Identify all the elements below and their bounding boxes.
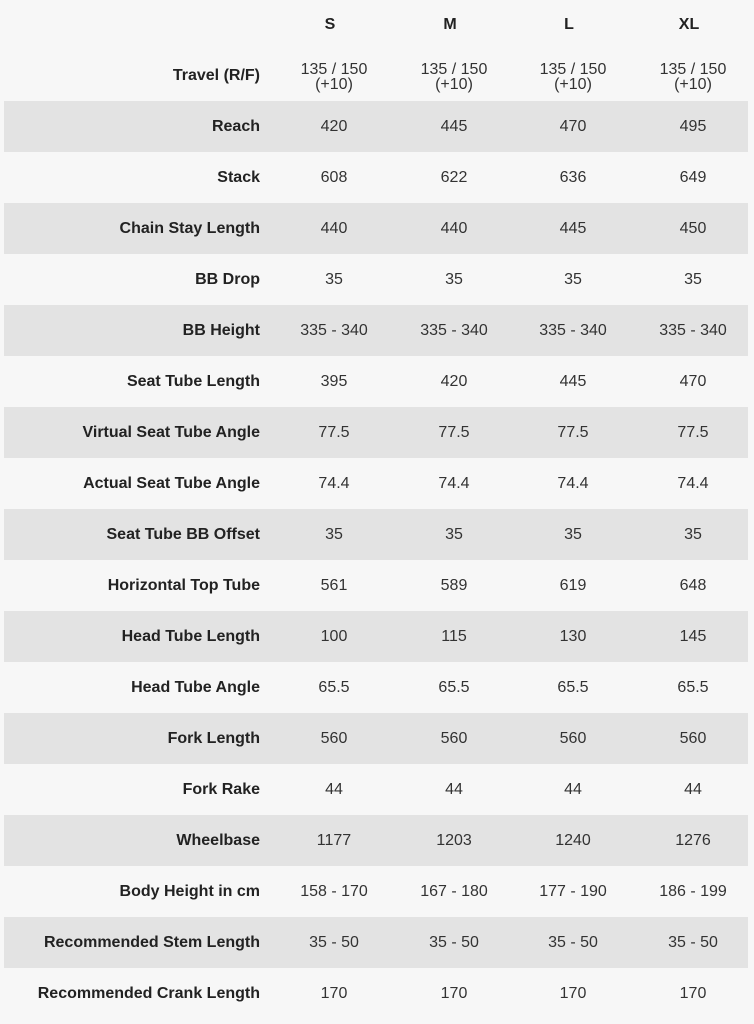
table-cell: 77.5 [677,423,709,441]
table-cell: 65.5 [557,678,589,696]
table-cell: 636 [559,168,587,186]
table-cell: 450 [679,219,707,237]
table-cell [404,50,504,101]
table-cell: 100 [320,627,348,645]
travel-extra: (+10) [315,75,353,93]
row-label: Travel (R/F) [172,66,260,84]
table-cell: 560 [440,729,468,747]
row-label: Chain Stay Length [119,219,260,237]
table-row-head-tube-angle [4,662,748,713]
table-cell: 170 [440,984,468,1002]
size-header-l: L [564,16,574,33]
table-row-virtual-seat-tube-angle [4,407,748,458]
table-cell: 77.5 [438,423,470,441]
table-cell: 186 - 199 [659,882,727,900]
table-cell: 74.4 [557,474,589,492]
table-cell: 1177 [316,831,352,849]
table-row-head-tube-length [4,611,748,662]
table-row-bb-drop [4,254,748,305]
table-cell: 35 [445,270,463,288]
table-cell: 420 [440,372,468,390]
table-cell [643,50,743,101]
table-cell: 170 [320,984,348,1002]
table-cell: 560 [559,729,587,747]
table-row-bb-height [4,305,748,356]
table-row-actual-seat-tube-angle [4,458,748,509]
table-cell [523,50,623,101]
table-cell: 561 [320,576,348,594]
table-cell: 420 [320,117,348,135]
travel-extra: (+10) [554,75,592,93]
table-cell: 335 - 340 [300,321,368,339]
table-row-recommended-crank-length [4,968,748,1019]
table-cell: 648 [679,576,707,594]
table-cell: 560 [320,729,348,747]
table-cell: 440 [320,219,348,237]
row-label: Head Tube Angle [131,678,260,696]
table-cell: 1240 [555,831,591,849]
row-label: Seat Tube Length [126,372,260,390]
row-label: BB Drop [195,270,260,288]
table-cell: 622 [440,168,468,186]
table-cell: 74.4 [318,474,350,492]
table-cell: 445 [559,219,587,237]
table-row-seat-tube-bb-offset [4,509,748,560]
table-cell: 35 [325,270,343,288]
table-cell: 619 [559,576,587,594]
table-cell: 470 [679,372,707,390]
table-cell: 130 [559,627,587,645]
table-cell: 335 - 340 [539,321,607,339]
table-row-chain-stay-length [4,203,748,254]
table-row-reach [4,101,748,152]
table-row-wheelbase [4,815,748,866]
travel-extra: (+10) [674,75,712,93]
row-label: Stack [217,168,260,186]
table-cell: 44 [564,780,582,798]
table-cell: 170 [559,984,587,1002]
table-cell: 335 - 340 [659,321,727,339]
table-row-horizontal-top-tube [4,560,748,611]
row-label: Seat Tube BB Offset [106,525,260,543]
table-cell: 35 [684,525,702,543]
row-label: Recommended Crank Length [37,984,260,1002]
table-row-stack [4,152,748,203]
travel-value: 135 / 150 [539,60,607,78]
table-cell: 35 [564,270,582,288]
table-cell: 77.5 [318,423,350,441]
table-cell: 35 - 50 [309,933,359,951]
table-cell: 35 - 50 [668,933,718,951]
table-cell: 470 [559,117,587,135]
table-cell: 44 [445,780,463,798]
row-label: Body Height in cm [119,882,260,900]
table-cell: 35 [325,525,343,543]
table-cell: 35 - 50 [548,933,598,951]
table-cell: 167 - 180 [420,882,488,900]
row-label: Wheelbase [176,831,260,849]
table-cell: 65.5 [438,678,470,696]
row-label: Recommended Stem Length [43,933,260,951]
travel-value: 135 / 150 [300,60,368,78]
travel-value: 135 / 150 [659,60,727,78]
size-header-xl: XL [678,16,700,33]
row-label: Actual Seat Tube Angle [83,474,260,492]
table-cell [284,50,384,101]
table-cell: 177 - 190 [539,882,607,900]
table-cell: 158 - 170 [300,882,368,900]
row-label: BB Height [182,321,260,339]
table-row-recommended-stem-length [4,917,748,968]
row-label: Fork Length [167,729,260,747]
table-row-fork-length [4,713,748,764]
table-cell: 440 [440,219,468,237]
table-cell: 170 [679,984,707,1002]
table-cell: 1203 [436,831,472,849]
table-cell: 1276 [675,831,711,849]
table-cell: 335 - 340 [420,321,488,339]
table-row-travel [4,50,748,101]
travel-extra: (+10) [435,75,473,93]
table-cell: 44 [325,780,343,798]
table-cell: 445 [440,117,468,135]
row-label: Virtual Seat Tube Angle [82,423,260,441]
travel-value: 135 / 150 [420,60,488,78]
table-cell: 145 [679,627,707,645]
table-cell: 589 [440,576,468,594]
row-label: Fork Rake [182,780,260,798]
size-header-m: M [443,16,457,33]
table-cell: 560 [679,729,707,747]
table-cell: 74.4 [677,474,709,492]
row-label: Reach [211,117,260,135]
table-cell: 608 [320,168,348,186]
table-cell: 74.4 [438,474,470,492]
table-cell: 77.5 [557,423,589,441]
row-label: Horizontal Top Tube [107,576,260,594]
table-cell: 35 [684,270,702,288]
table-row-seat-tube-length [4,356,748,407]
table-cell: 44 [684,780,702,798]
table-cell: 115 [441,627,467,645]
table-row-body-height [4,866,748,917]
table-cell: 649 [679,168,707,186]
table-cell: 445 [559,372,587,390]
table-cell: 35 [564,525,582,543]
table-row-fork-rake [4,764,748,815]
table-cell: 35 [445,525,463,543]
table-cell: 35 - 50 [429,933,479,951]
table-cell: 65.5 [318,678,350,696]
table-cell: 65.5 [677,678,709,696]
table-header [0,0,754,50]
row-label: Head Tube Length [121,627,260,645]
size-header-s: S [324,16,336,33]
table-cell: 395 [320,372,348,390]
table-cell: 495 [679,117,707,135]
